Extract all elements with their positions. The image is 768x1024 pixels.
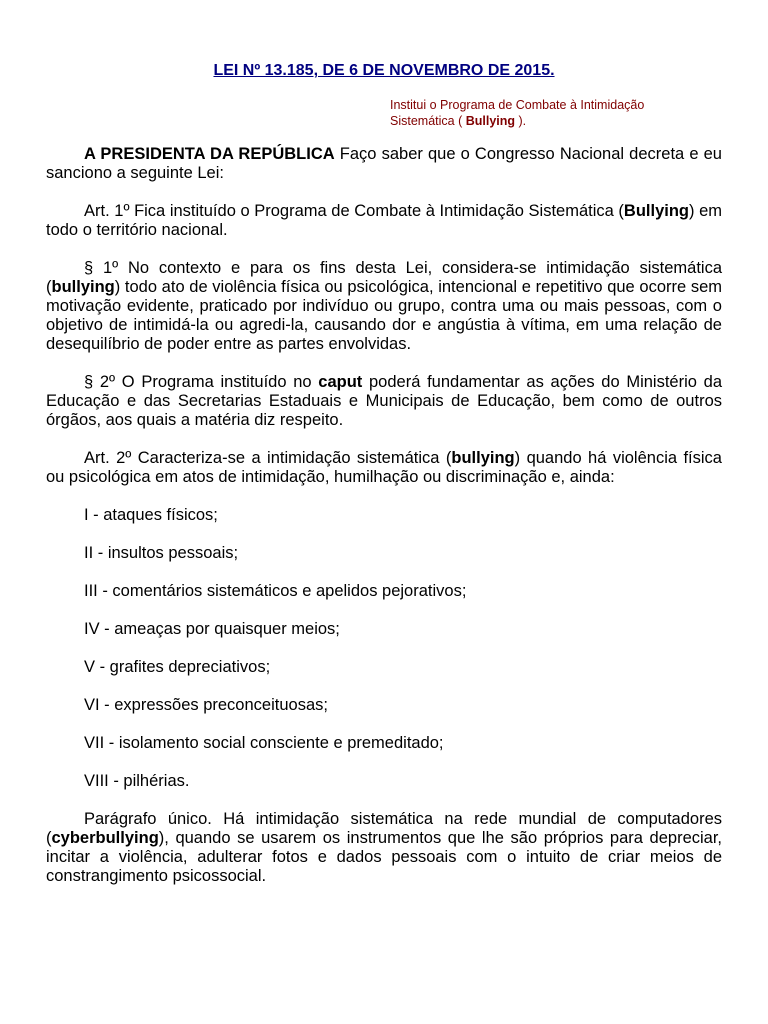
preamble <box>46 145 722 183</box>
list-item: VI - expressões preconceituosas; <box>84 696 328 714</box>
sole-paragraph-bold-term: cyberbullying <box>51 829 159 847</box>
list-item: V - grafites depreciativos; <box>84 658 271 676</box>
sole-paragraph <box>46 810 722 886</box>
paragraph-1-text: § 1º No contexto e para os fins desta Lei, considera-se intimidação sistemática ( <box>46 259 722 296</box>
law-body <box>46 145 722 905</box>
article-1-text: Art. 1º Fica instituído o Programa de Combate à Intimidação Sistemática ( <box>84 202 624 220</box>
list-item: VII - isolamento social consciente e premeditado; <box>84 734 444 752</box>
article-1-bold-term: Bullying <box>623 202 689 220</box>
article-2-text: Art. 2º Caracteriza-se a intimidação sistemática ( <box>84 449 452 467</box>
article-1-paragraph-2 <box>46 373 722 430</box>
summary-text-end: ). <box>515 114 527 128</box>
summary-text: Institui o Programa de Combate à Intimidação Sistemática ( <box>390 98 645 128</box>
list-item: IV - ameaças por quaisquer meios; <box>84 620 340 638</box>
article-1 <box>46 202 722 240</box>
summary-bold-term: Bullying <box>465 114 516 128</box>
paragraph-2-bold-term: caput <box>318 373 363 391</box>
paragraph-2-text-end: poderá fundamentar as ações do Ministério da Educação e das Secretarias Estaduais e Municipais de Educação, bem como de outros órgãos, aos quais a matéria diz respeito. <box>46 373 723 429</box>
list-item: II - insultos pessoais; <box>84 544 239 562</box>
list-item: I - ataques físicos; <box>84 506 218 524</box>
paragraph-1-bold-term: bullying <box>51 278 115 296</box>
list-item: VIII - pilhérias. <box>84 772 190 790</box>
paragraph-2-text: § 2º O Programa instituído no <box>84 373 319 391</box>
article-2-text-end: ) quando há violência física ou psicológica em atos de intimidação, humilhação ou discriminação e, ainda: <box>46 449 722 486</box>
preamble-text: Faço saber que o Congresso Nacional decreta e eu sanciono a seguinte Lei: <box>46 145 722 182</box>
article-1-text-end: ) em todo o território nacional. <box>46 202 723 239</box>
sole-paragraph-text: Parágrafo único. Há intimidação sistemática na rede mundial de computadores ( <box>46 810 722 847</box>
paragraph-1-text-end: ) todo ato de violência física ou psicológica, intencional e repetitivo que ocorre sem motivação evidente, praticado por indivíduo ou grupo, contra uma ou mais pessoas, com o objetivo de intimidá-la ou agredi-la, causando dor e angústia à vítima, em uma relação de desequilíbrio de poder entre as partes envolvidas. <box>46 278 722 353</box>
law-title: LEI Nº 13.185, DE 6 DE NOVEMBRO DE 2015. <box>213 62 555 79</box>
article-2-bold-term: bullying <box>451 449 515 467</box>
list-item: III - comentários sistemáticos e apelidos pejorativos; <box>84 582 467 600</box>
sole-paragraph-text-end: ), quando se usarem os instrumentos que lhe são próprios para depreciar, incitar a violência, adulterar fotos e dados pessoais com o intuito de criar meios de constrangimento psicossocial. <box>46 829 722 885</box>
article-1-paragraph-1 <box>46 259 722 354</box>
article-2 <box>46 449 722 487</box>
preamble-authority: A PRESIDENTA DA REPÚBLICA <box>84 145 335 163</box>
law-summary <box>390 97 690 129</box>
